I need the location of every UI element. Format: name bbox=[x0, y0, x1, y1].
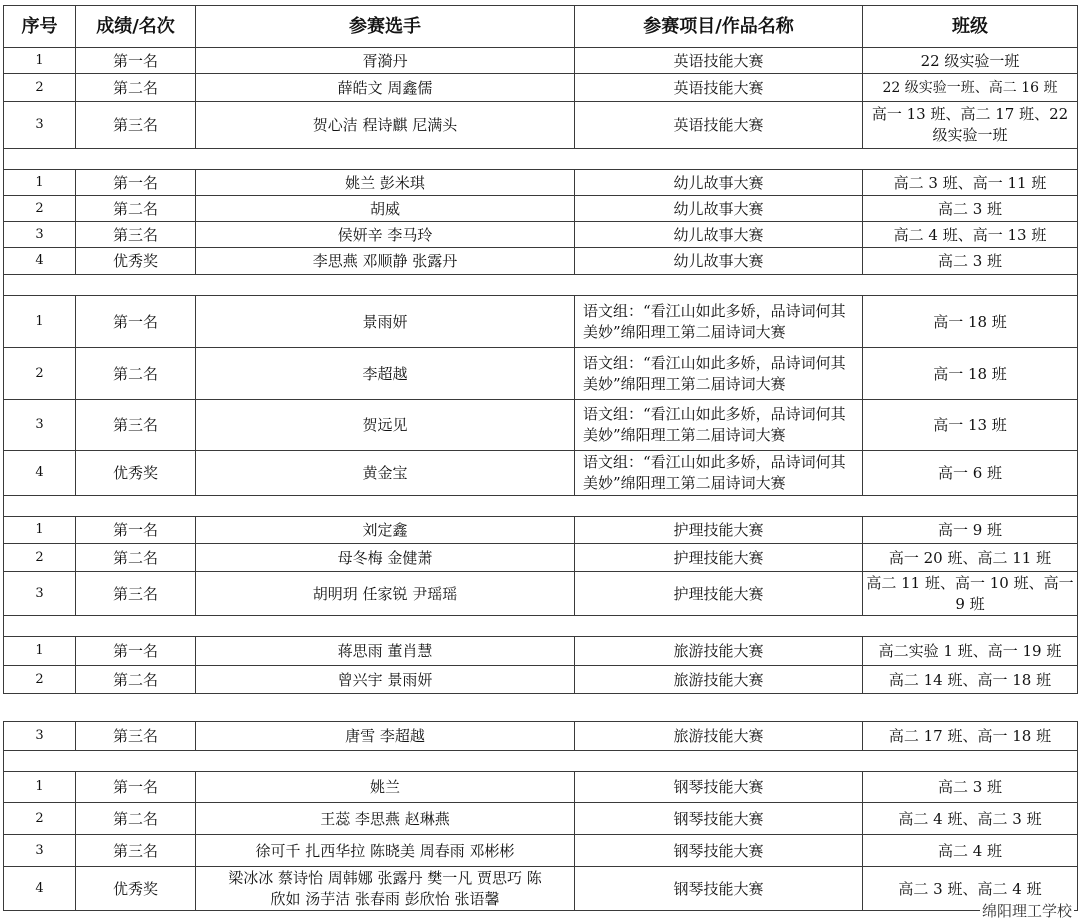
row-no: 4 bbox=[4, 867, 76, 911]
row-class: 高一 6 班 bbox=[863, 451, 1078, 496]
row-class: 高二 4 班、高二 3 班 bbox=[863, 803, 1078, 835]
row-rank: 第二名 bbox=[76, 803, 196, 835]
row-participants: 王蕊 李思燕 赵琳燕 bbox=[196, 803, 575, 835]
row-participants: 李超越 bbox=[196, 348, 575, 400]
row-no: 1 bbox=[4, 637, 76, 666]
row-no: 2 bbox=[4, 348, 76, 400]
table-row bbox=[4, 772, 1078, 803]
table-row bbox=[4, 722, 1078, 751]
table-row bbox=[4, 544, 1078, 572]
row-participants: 胡明玥 任家锐 尹瑶瑶 bbox=[196, 572, 575, 616]
row-project: 钢琴技能大赛 bbox=[575, 835, 863, 867]
row-project: 语文组：“看江山如此多娇，品诗词何其美妙”绵阳理工第二届诗词大赛 bbox=[575, 451, 863, 496]
row-rank: 第三名 bbox=[76, 835, 196, 867]
table-row bbox=[4, 666, 1078, 694]
table-row bbox=[4, 867, 1078, 911]
row-class: 高二 3 班、高一 11 班 bbox=[863, 170, 1078, 196]
spacer-row bbox=[4, 496, 1078, 517]
row-project: 旅游技能大赛 bbox=[575, 666, 863, 694]
row-class: 高二 11 班、高一 10 班、高一 9 班 bbox=[863, 572, 1078, 616]
row-project: 护理技能大赛 bbox=[575, 572, 863, 616]
row-class: 高二 3 班、高二 4 班 bbox=[863, 867, 1078, 911]
row-rank: 第二名 bbox=[76, 74, 196, 102]
header-rank: 成绩/名次 bbox=[76, 6, 196, 48]
row-rank: 优秀奖 bbox=[76, 451, 196, 496]
row-class: 高二 3 班 bbox=[863, 196, 1078, 222]
table-row bbox=[4, 102, 1078, 149]
row-no: 3 bbox=[4, 400, 76, 451]
row-project: 旅游技能大赛 bbox=[575, 637, 863, 666]
awards-table-page-1 bbox=[3, 5, 1078, 694]
spacer-row bbox=[4, 751, 1078, 772]
table-row bbox=[4, 296, 1078, 348]
row-rank: 第二名 bbox=[76, 544, 196, 572]
row-rank: 优秀奖 bbox=[76, 867, 196, 911]
table-row bbox=[4, 517, 1078, 544]
row-participants: 李思燕 邓顺静 张露丹 bbox=[196, 248, 575, 275]
row-project: 幼儿故事大赛 bbox=[575, 222, 863, 248]
header-project: 参赛项目/作品名称 bbox=[575, 6, 863, 48]
row-participants: 贺心洁 程诗麒 尼满头 bbox=[196, 102, 575, 149]
row-class: 高二实验 1 班、高一 19 班 bbox=[863, 637, 1078, 666]
row-rank: 第三名 bbox=[76, 222, 196, 248]
row-rank: 第三名 bbox=[76, 400, 196, 451]
row-participants: 蒋思雨 董肖慧 bbox=[196, 637, 575, 666]
row-rank: 优秀奖 bbox=[76, 248, 196, 275]
row-no: 1 bbox=[4, 296, 76, 348]
row-participants: 黄金宝 bbox=[196, 451, 575, 496]
row-participants: 徐可千 扎西华拉 陈晓美 周春雨 邓彬彬 bbox=[196, 835, 575, 867]
row-project: 英语技能大赛 bbox=[575, 102, 863, 149]
table-row bbox=[4, 572, 1078, 616]
row-project: 旅游技能大赛 bbox=[575, 722, 863, 751]
row-no: 3 bbox=[4, 572, 76, 616]
spacer-row bbox=[4, 616, 1078, 637]
row-participants: 曾兴宇 景雨妍 bbox=[196, 666, 575, 694]
row-project: 护理技能大赛 bbox=[575, 544, 863, 572]
row-participants: 唐雪 李超越 bbox=[196, 722, 575, 751]
row-rank: 第一名 bbox=[76, 296, 196, 348]
table-row bbox=[4, 196, 1078, 222]
row-no: 3 bbox=[4, 102, 76, 149]
row-project: 幼儿故事大赛 bbox=[575, 196, 863, 222]
row-no: 1 bbox=[4, 170, 76, 196]
row-rank: 第一名 bbox=[76, 637, 196, 666]
row-class: 高二 17 班、高一 18 班 bbox=[863, 722, 1078, 751]
row-no: 4 bbox=[4, 451, 76, 496]
row-rank: 第二名 bbox=[76, 666, 196, 694]
row-participants: 胡威 bbox=[196, 196, 575, 222]
table-row bbox=[4, 400, 1078, 451]
row-participants: 刘定鑫 bbox=[196, 517, 575, 544]
row-no: 2 bbox=[4, 666, 76, 694]
row-no: 4 bbox=[4, 248, 76, 275]
row-no: 2 bbox=[4, 803, 76, 835]
table-row bbox=[4, 222, 1078, 248]
row-no: 2 bbox=[4, 196, 76, 222]
row-rank: 第三名 bbox=[76, 572, 196, 616]
row-no: 3 bbox=[4, 722, 76, 751]
row-class: 高二 4 班 bbox=[863, 835, 1078, 867]
row-class: 高二 4 班、高一 13 班 bbox=[863, 222, 1078, 248]
row-participants: 贺远见 bbox=[196, 400, 575, 451]
table-row bbox=[4, 637, 1078, 666]
row-project: 英语技能大赛 bbox=[575, 48, 863, 74]
row-participants: 薛皓文 周鑫儒 bbox=[196, 74, 575, 102]
row-participants: 姚兰 彭米琪 bbox=[196, 170, 575, 196]
row-project: 英语技能大赛 bbox=[575, 74, 863, 102]
row-rank: 第三名 bbox=[76, 102, 196, 149]
row-rank: 第一名 bbox=[76, 517, 196, 544]
row-project: 钢琴技能大赛 bbox=[575, 867, 863, 911]
header-row bbox=[4, 6, 1078, 48]
row-project: 幼儿故事大赛 bbox=[575, 170, 863, 196]
row-class: 高一 13 班、高二 17 班、22 级实验一班 bbox=[863, 102, 1078, 149]
row-project: 钢琴技能大赛 bbox=[575, 803, 863, 835]
row-participants: 母冬梅 金健萧 bbox=[196, 544, 575, 572]
row-class: 高一 13 班 bbox=[863, 400, 1078, 451]
row-class: 高一 9 班 bbox=[863, 517, 1078, 544]
row-class: 高一 18 班 bbox=[863, 296, 1078, 348]
row-project: 语文组：“看江山如此多娇，品诗词何其美妙”绵阳理工第二届诗词大赛 bbox=[575, 400, 863, 451]
row-no: 3 bbox=[4, 222, 76, 248]
row-class: 22 级实验一班、高二 16 班 bbox=[863, 74, 1078, 102]
row-project: 幼儿故事大赛 bbox=[575, 248, 863, 275]
row-participants: 侯妍辛 李马玲 bbox=[196, 222, 575, 248]
header-participants: 参赛选手 bbox=[196, 6, 575, 48]
row-class: 高二 3 班 bbox=[863, 248, 1078, 275]
row-project: 语文组：“看江山如此多娇，品诗词何其美妙”绵阳理工第二届诗词大赛 bbox=[575, 348, 863, 400]
row-class: 高一 20 班、高二 11 班 bbox=[863, 544, 1078, 572]
row-participants: 梁冰冰 蔡诗怡 周韩娜 张露丹 樊一凡 贾思巧 陈欣如 汤芋洁 张春雨 彭欣怡 张语馨 bbox=[196, 867, 575, 911]
row-rank: 第二名 bbox=[76, 196, 196, 222]
spacer-row bbox=[4, 149, 1078, 170]
row-project: 语文组：“看江山如此多娇，品诗词何其美妙”绵阳理工第二届诗词大赛 bbox=[575, 296, 863, 348]
row-no: 1 bbox=[4, 48, 76, 74]
header-no: 序号 bbox=[4, 6, 76, 48]
table-row bbox=[4, 835, 1078, 867]
row-class: 22 级实验一班 bbox=[863, 48, 1078, 74]
table-row bbox=[4, 170, 1078, 196]
row-no: 1 bbox=[4, 772, 76, 803]
row-participants: 胥漪丹 bbox=[196, 48, 575, 74]
row-rank: 第一名 bbox=[76, 48, 196, 74]
row-rank: 第一名 bbox=[76, 170, 196, 196]
row-participants: 姚兰 bbox=[196, 772, 575, 803]
table-row bbox=[4, 74, 1078, 102]
row-rank: 第二名 bbox=[76, 348, 196, 400]
row-class: 高二 3 班 bbox=[863, 772, 1078, 803]
row-project: 钢琴技能大赛 bbox=[575, 772, 863, 803]
row-no: 3 bbox=[4, 835, 76, 867]
table-row bbox=[4, 803, 1078, 835]
spacer-row bbox=[4, 275, 1078, 296]
school-watermark: 绵阳理工学校 bbox=[981, 902, 1072, 920]
table-row bbox=[4, 451, 1078, 496]
header-class: 班级 bbox=[863, 6, 1078, 48]
row-rank: 第三名 bbox=[76, 722, 196, 751]
row-no: 2 bbox=[4, 74, 76, 102]
table-row bbox=[4, 348, 1078, 400]
row-participants: 景雨妍 bbox=[196, 296, 575, 348]
row-project: 护理技能大赛 bbox=[575, 517, 863, 544]
row-class: 高一 18 班 bbox=[863, 348, 1078, 400]
row-no: 2 bbox=[4, 544, 76, 572]
row-no: 1 bbox=[4, 517, 76, 544]
row-class: 高二 14 班、高一 18 班 bbox=[863, 666, 1078, 694]
table-row bbox=[4, 248, 1078, 275]
awards-table-page-2 bbox=[3, 721, 1078, 911]
row-rank: 第一名 bbox=[76, 772, 196, 803]
table-row bbox=[4, 48, 1078, 74]
